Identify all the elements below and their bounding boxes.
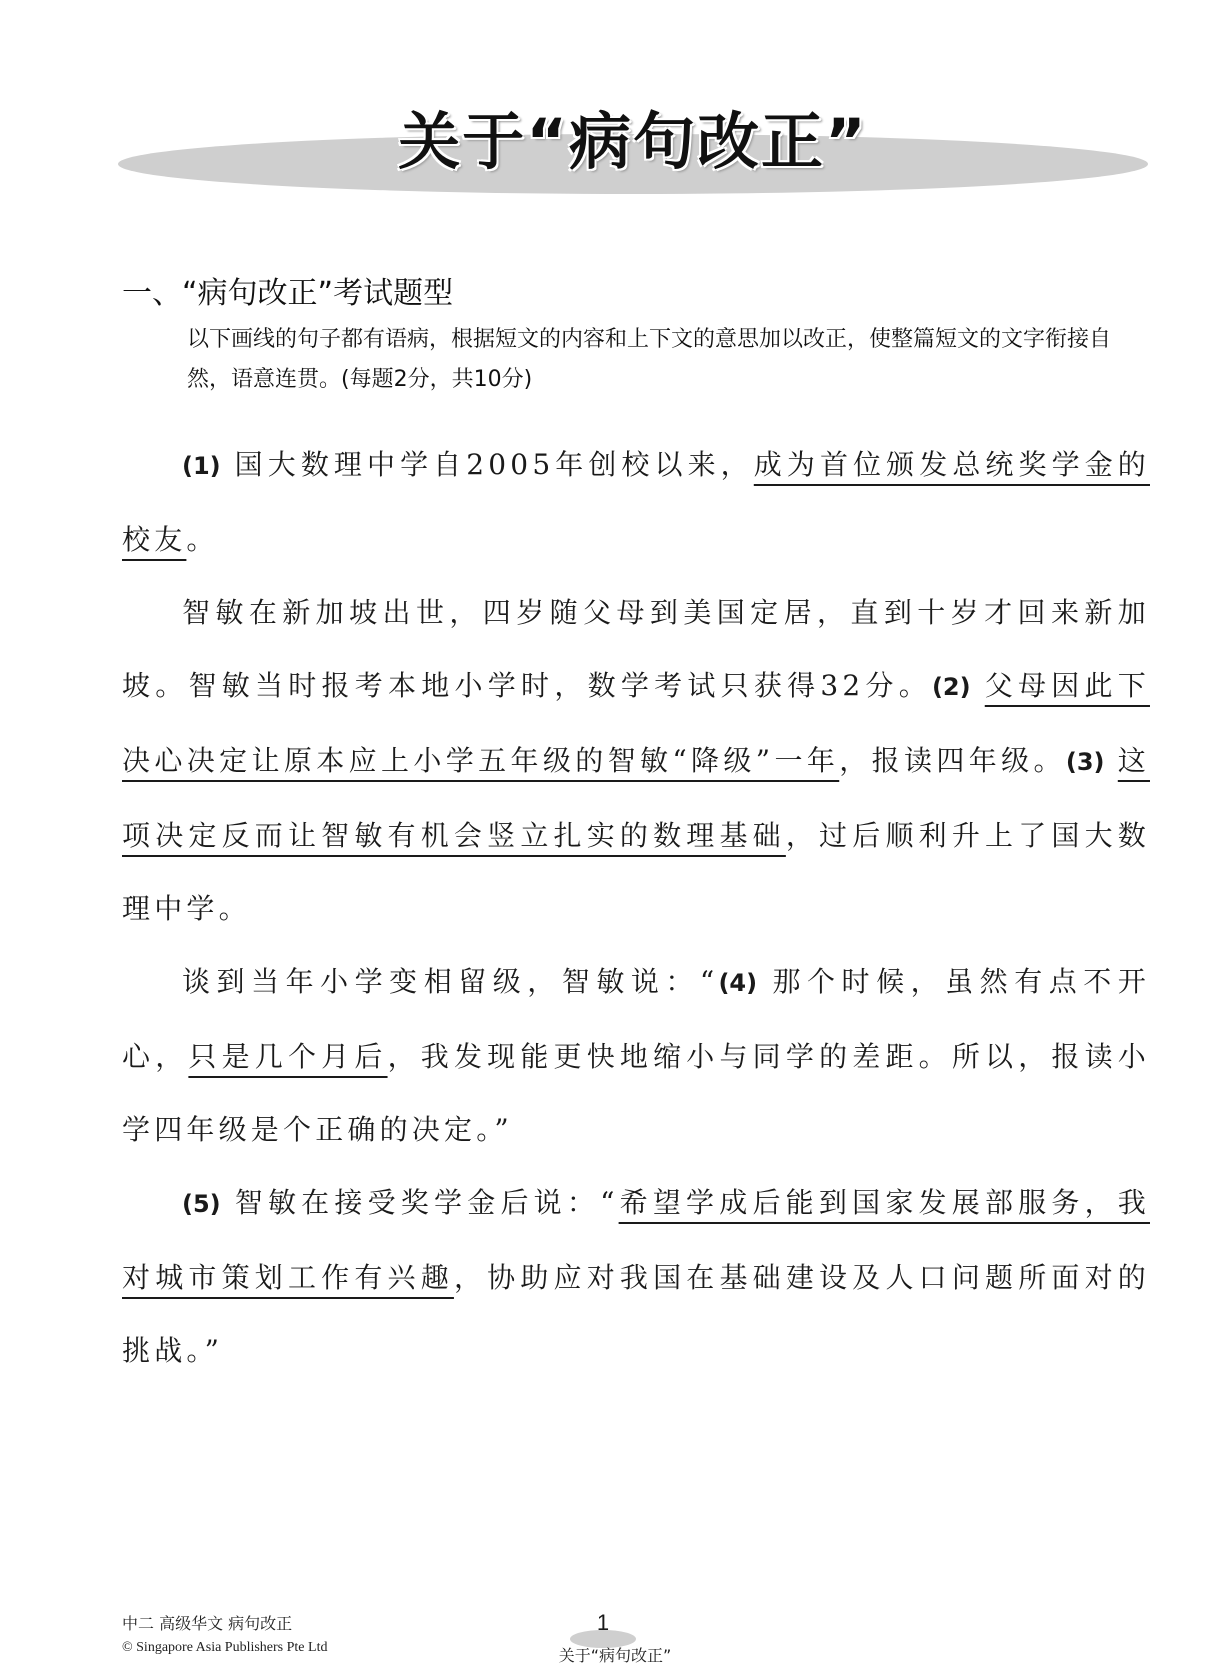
text: 。 bbox=[186, 523, 219, 556]
page-number: 1 bbox=[596, 1610, 610, 1635]
paragraph-4 bbox=[122, 1166, 1150, 1387]
footer-left bbox=[122, 1612, 327, 1660]
text: ，我发现能更快地缩小与同学的差距。所以，报读小学四年级是个正确的决定。” bbox=[122, 1040, 1151, 1146]
underlined-sentence-1: 成为首位颁发总统奖学金的校友 bbox=[122, 448, 1150, 556]
text: 国大数理中学自2005年创校以来， bbox=[220, 448, 754, 481]
question-number-1: (1) bbox=[182, 452, 221, 480]
text: 智敏在接受奖学金后说：“ bbox=[220, 1186, 619, 1219]
underlined-sentence-2: 父母因此下决心决定让原本应上小学五年级的智敏“降级”一年 bbox=[122, 669, 1150, 777]
book-title: 中二 高级华文 病句改正 bbox=[122, 1614, 293, 1633]
text: 那个时候，虽然有点不开心， bbox=[122, 965, 1150, 1073]
question-number-3: (3) bbox=[1065, 748, 1105, 776]
underlined-sentence-3: 这项决定反而让智敏有机会竖立扎实的数理基础 bbox=[122, 744, 1150, 852]
paragraph-2 bbox=[122, 576, 1150, 945]
passage bbox=[122, 428, 1150, 1387]
chapter-title: 关于“病句改正” bbox=[558, 1646, 672, 1665]
question-number-2: (2) bbox=[931, 673, 971, 701]
paragraph-1 bbox=[122, 428, 1150, 576]
text: ，报读四年级。 bbox=[839, 744, 1066, 777]
text: 智敏在新加坡出世，四岁随父母到美国定居，直到十岁才回来新加坡。智敏当时报考本地小学时，数学考试只获得32分。 bbox=[122, 596, 1150, 702]
section-heading: 一、“病句改正”考试题型 bbox=[122, 276, 454, 311]
copyright: © Singapore Asia Publishers Pte Ltd bbox=[122, 1640, 328, 1655]
paragraph-3 bbox=[122, 945, 1150, 1166]
page-title-banner bbox=[118, 92, 1148, 202]
underlined-sentence-4: 只是几个月后 bbox=[188, 1040, 388, 1073]
text: ，协助应对我国在基础建设及人口问题所面对的挑战。” bbox=[122, 1261, 1150, 1367]
question-number-5: (5) bbox=[182, 1190, 221, 1218]
text: 谈到当年小学变相留级，智敏说：“ bbox=[182, 965, 719, 998]
question-number-4: (4) bbox=[718, 969, 758, 997]
underlined-sentence-5: 希望学成后能到国家发展部服务，我对城市策划工作有兴趣 bbox=[122, 1186, 1150, 1294]
text: ，过后顺利升上了国大数理中学。 bbox=[122, 819, 1150, 925]
page-title: 关于“病句改正” bbox=[398, 105, 868, 178]
instructions: 以下画线的句子都有语病，根据短文的内容和上下文的意思加以改正，使整篇短文的文字衔接自然，语意连贯。(每题2分，共10分) bbox=[187, 327, 1112, 392]
